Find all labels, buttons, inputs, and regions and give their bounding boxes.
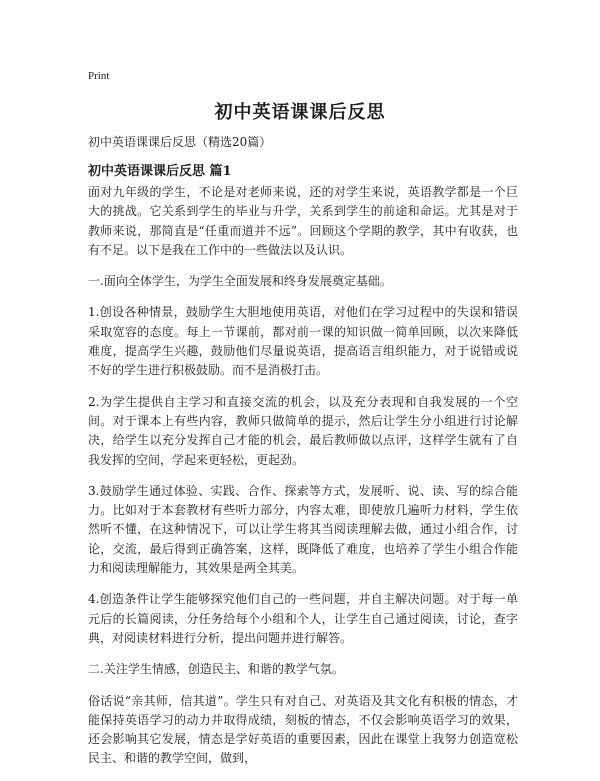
paragraph-closing: 俗话说“亲其师，信其道”。学生只有对自己、对英语及其文化有积极的情态，才能保持英语学习的动力并取得成绩，刻板的情态，不仅会影响英语学习的效果，还会影响其它发展，情态是学好英语的重要因素，因此在课堂上我努力创造宽松民主、和谐的教学空间，做到， <box>88 693 518 766</box>
paragraph-item-4: 4.创造条件让学生能够探究他们自己的一些问题，并自主解决问题。对于每一单元后的长篇阅读，分任务给每个小组和个人，让学生自己通过阅读，讨论，查字典，对阅读材料进行分析，提出问题并进行解答。 <box>88 592 518 645</box>
paragraph-item-2: 2.为学生提供自主学习和直接交流的机会，以及充分表现和自我发展的一个空间。对于课本上有些内容，教师只做简单的提示，然后让学生分小组进行讨论解决，给学生以充分发挥自己才能的机会，最后教师做以点评，这样学生就有了自我发挥的空间，学起来更轻松，更起劲。 <box>88 394 518 467</box>
paragraph-item-3: 3.鼓励学生通过体验、实践、合作、探索等方式，发展听、说、读、写的综合能力。比如对于本套教材有些听力部分，内容太难，即使放几遍听力材料，学生依然听不懂，在这种情况下，可以让学生将其当阅读理解去做，通过小组合作，讨论，交流，最后得到正确答案，这样，既降低了难度，也培养了学生小组合作能力和阅读理解能力，其效果是两全其美。 <box>88 483 518 576</box>
paragraph-point-2-heading: 二.关注学生情感，创造民主、和谐的教学气氛。 <box>88 662 344 677</box>
print-link[interactable]: Print <box>88 70 110 82</box>
paragraph-item-1: 1.创设各种情景，鼓励学生大胆地使用英语，对他们在学习过程中的失误和错误采取宽容的态度。每上一节课前，都对前一课的知识做一简单回顾，以次来降低难度，提高学生兴趣，鼓励他们尽量说英语，提高语言组织能力，对于说错或说不好的学生进行积极鼓励。而不是消极打击。 <box>88 305 518 378</box>
document-subtitle: 初中英语课课后反思（精选20篇） <box>88 135 272 149</box>
section-heading: 初中英语课课后反思 篇1 <box>88 164 232 179</box>
document-title: 初中英语课课后反思 <box>214 102 386 123</box>
paragraph-point-1-heading: 一.面向全体学生，为学生全面发展和终身发展奠定基础。 <box>88 274 392 289</box>
paragraph-intro: 面对九年级的学生，不论是对老师来说，还的对学生来说，英语教学都是一个巨大的挑战。它关系到学生的毕业与升学，关系到学生的前途和命运。尤其是对于教师来说，那简直是“任重而道并不远”。回顾这个学期的教学，其中有收获，也有不足。以下是我在工作中的一些做法以及认识。 <box>88 185 518 257</box>
document-body <box>88 183 518 781</box>
